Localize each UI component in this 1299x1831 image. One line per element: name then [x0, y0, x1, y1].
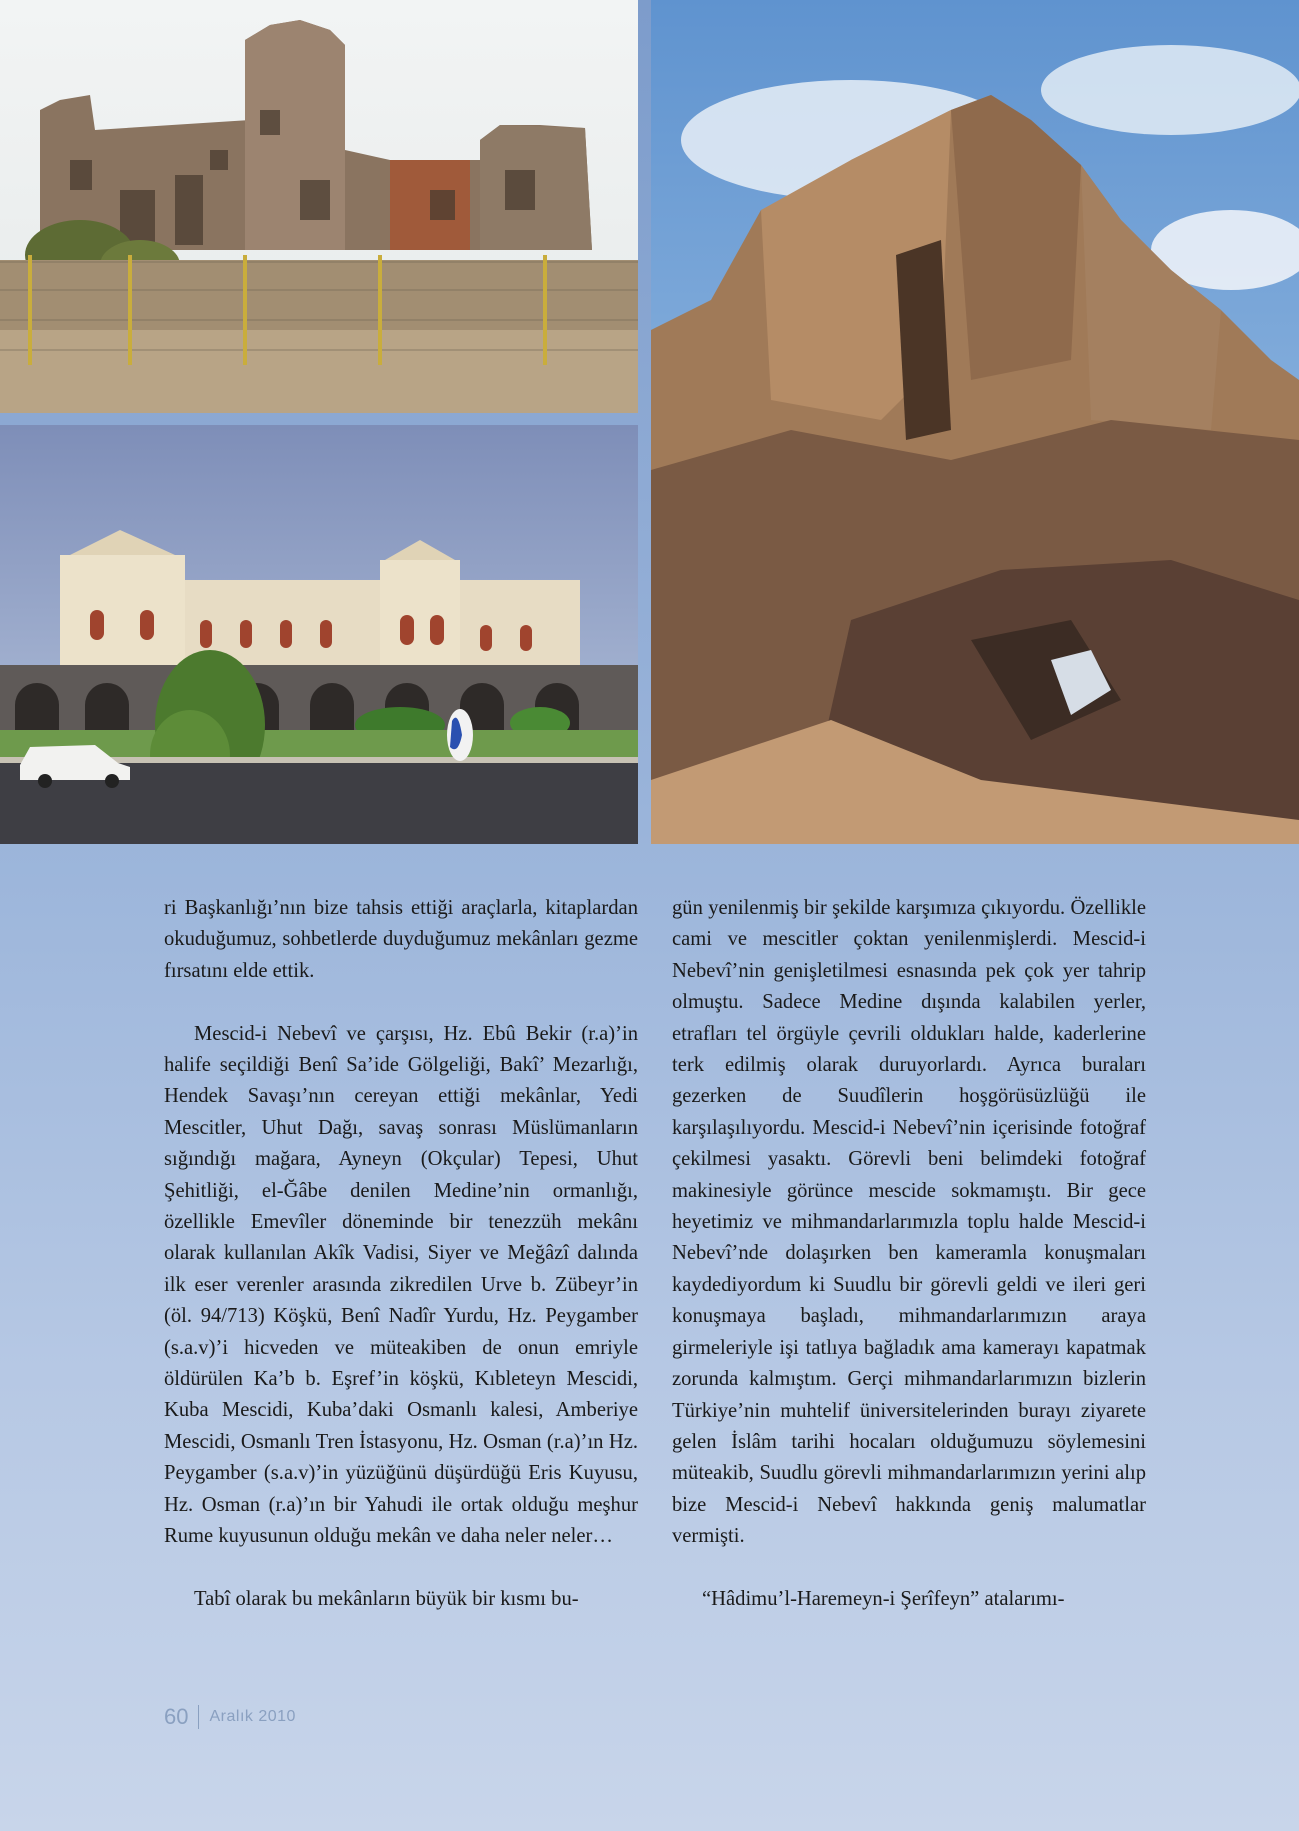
train-station-photo [0, 425, 638, 844]
paragraph: gün yenilenmiş bir şekilde karşımıza çıkıyordu. Özellikle cami ve mescitler çoktan yenilenmişlerdi. Mescid-i Nebevî’nin genişletilmesi esnasında pek çok yer tahrip olmuştu. Sadece Medine dışında kalabilen yerler, etrafları tel örgüyle çevrili oldukları halde, kaderlerine terk edilmiş olarak duruyorlardı. Ayrıca buraları gezerken de Suudîlerin hoşgörüsüzlüğü ile karşılaşılıyordu. Mescid-i Nebevî’nin içerisinde fotoğraf çekilmesi yasaktı. Görevli beni belimdeki fotoğraf makinesiyle görünce mescide sokmamıştı. Bir gece heyetimiz ve mihmandarlarımızla toplu halde Mescid-i Nebevî’nde dolaşırken ben kameramla konuşmaları kaydediyordum ki Suudlu bir görevli geldi ve ileri geri konuşmaya başladı, mihmandarlarımızın araya girmeleriyle işi tatlıya bağladık ama kamerayı kapatmak zorunda kalmıştım. Gerçi mihmandarlarımızın bizlerin Türkiye’nin muhtelif üniversitelerinden burayı ziyarete gelen İslâm tarihi hocaları olduğumuzu söylemesini müteakib, Suudlu görevli mihmandarlarımızın yerini alıp bize Mescid-i Nebevî hakkında geniş malumatlar vermişti. [672, 897, 1146, 1548]
paragraph: Mescid-i Nebevî ve çarşısı, Hz. Ebû Bekir (r.a)’in halife seçildiği Benî Sa’ide Gölgeliği, Bakî’ Mezarlığı, Hendek Savaşı’nın cereyan ettiği mekânlar, Yedi Mescitler, Uhut Dağı, savaş sonrası Müslümanların sığındığı mağara, Ayneyn (Okçular) Tepesi, Uhut Şehitliği, el-Ğâbe denilen Medine’nin ormanlığı, özellikle Emevîler döneminde bir tenezzüh mekânı olarak kullanılan Akîk Vadisi, Siyer ve Meğâzî dalında ilk eser verenler arasında zikredilen Urve b. Zübeyr’in (öl. 94/713) Köşkü, Benî Nadîr Yurdu, Hz. Peygamber (s.a.v)’i hicveden ve müteakiben de onun emriyle öldürülen Ka’b b. Eşref’in köşkü, Kıbleteyn Mescidi, Kuba Mescidi, Kuba’daki Osmanlı kalesi, Amberiye Mescidi, Osmanlı Tren İstasyonu, Hz. Osman (r.a)’ın Hz. Peygamber (s.a.v)’in yüzüğünü düşürdüğü Eris Kuyusu, Hz. Osman (r.a)’ın bir Yahudi ile ortak olduğu meşhur Rume kuyusunun olduğu mekân ve daha neler neler… [164, 1022, 638, 1548]
castle-photo [0, 0, 638, 413]
footer-divider [198, 1705, 199, 1729]
mountain-photo [651, 0, 1299, 844]
page-footer [164, 1704, 296, 1730]
page-number: 60 [164, 1704, 189, 1729]
issue-date: Aralık 2010 [209, 1708, 296, 1725]
article-right-column [672, 893, 1146, 1615]
paragraph: ri Başkanlığı’nın bize tahsis ettiği araçlarla, kitaplardan okuduğumuz, sohbetlerde duyduğumuz mekânları gezme fırsatını elde ettik. [164, 897, 638, 982]
article-left-column [164, 893, 638, 1615]
paragraph: “Hâdimu’l-Haremeyn-i Şerîfeyn” atalarımı- [702, 1587, 1065, 1610]
paragraph: Tabî olarak bu mekânların büyük bir kısmı bu- [194, 1587, 579, 1610]
